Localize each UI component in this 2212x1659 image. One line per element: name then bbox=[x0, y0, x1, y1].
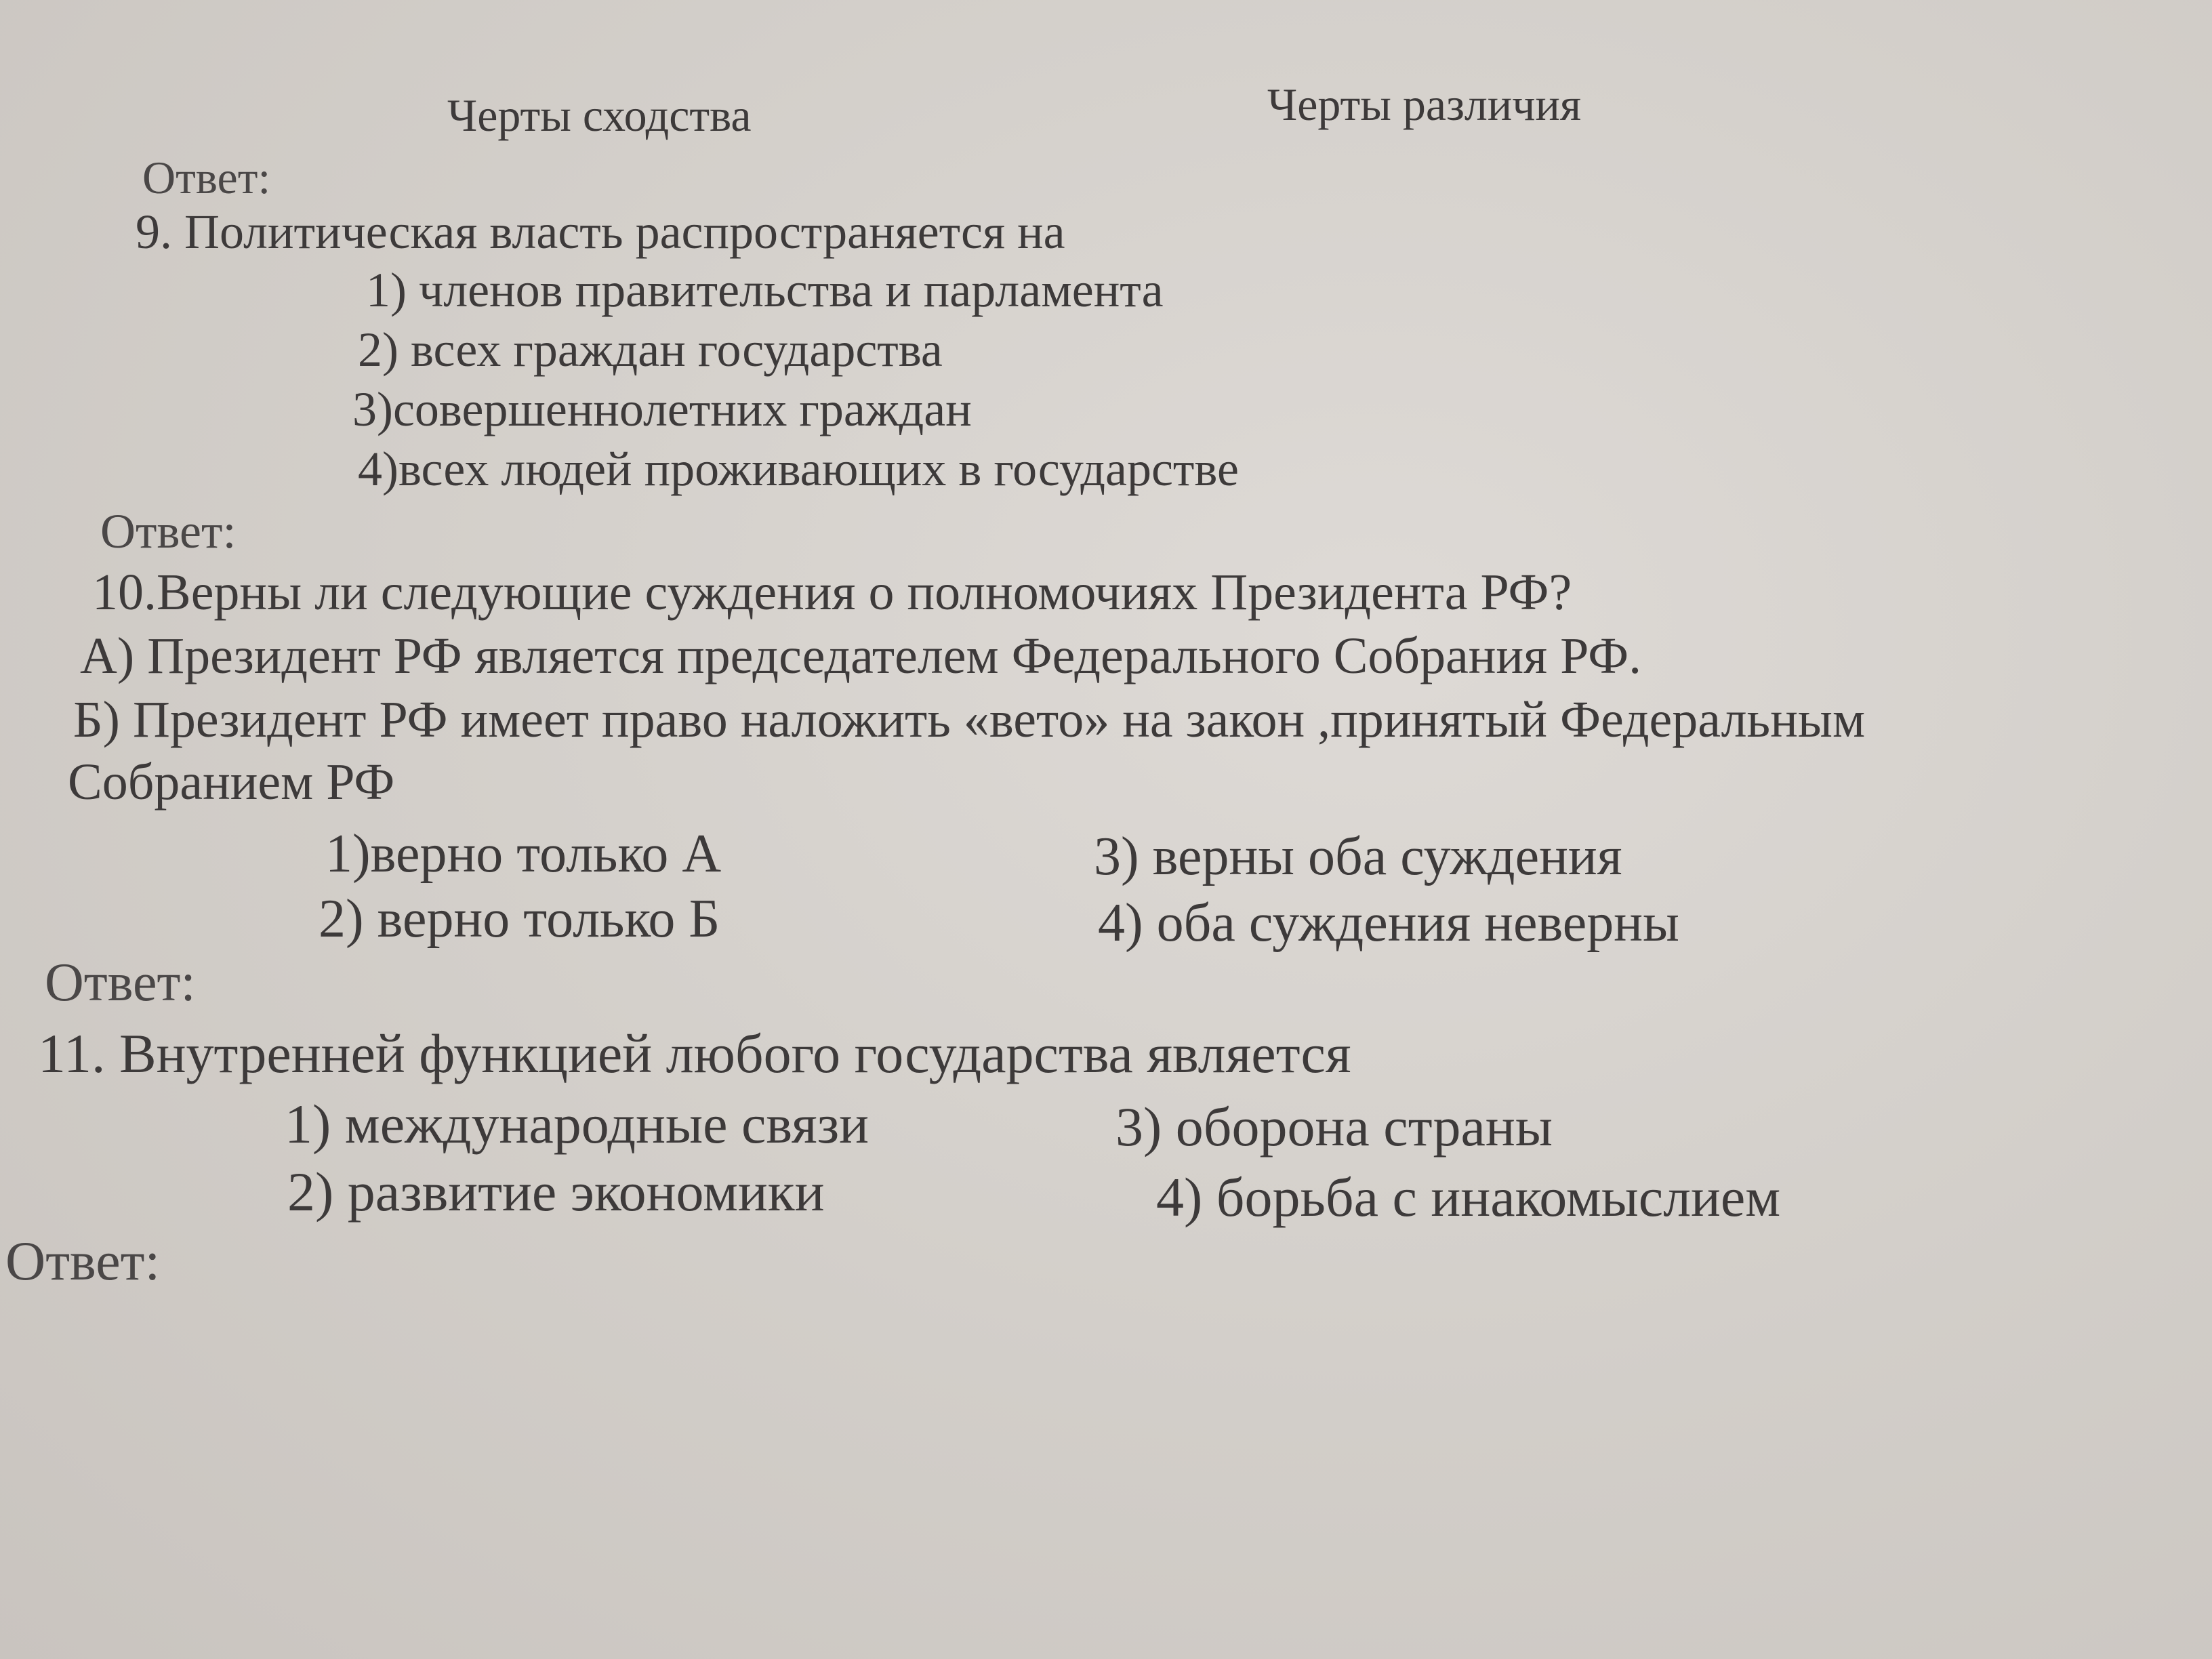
q11-option-3: 3) оборона страны bbox=[1115, 1096, 1553, 1158]
q10-option-1: 1)верно только А bbox=[325, 824, 722, 884]
question-11: 11. Внутренней функцией любого государства является bbox=[38, 1023, 1351, 1084]
q9-option-3: 3)совершеннолетних граждан bbox=[352, 382, 972, 436]
answer-label-10: Ответ: bbox=[45, 953, 196, 1012]
answer-label-11: Ответ: bbox=[5, 1230, 161, 1292]
q10-option-2: 2) верно только Б bbox=[319, 889, 720, 949]
q10-statement-b: Б) Президент РФ имеет право наложить «вето» на закон ,принятый Федеральным bbox=[73, 691, 1866, 748]
q10-statement-b-continued: Собранием РФ bbox=[68, 754, 395, 811]
q11-option-2: 2) развитие экономики bbox=[287, 1161, 825, 1223]
answer-label-8: Ответ: bbox=[142, 152, 271, 203]
q11-option-4: 4) борьба с инакомыслием bbox=[1156, 1166, 1781, 1228]
header-differences: Черты различия bbox=[1267, 79, 1582, 130]
q9-option-4: 4)всех людей проживающих в государстве bbox=[358, 442, 1239, 496]
question-9: 9. Политическая власть распространяется на bbox=[136, 205, 1065, 259]
q10-option-3: 3) верны оба суждения bbox=[1094, 827, 1622, 886]
q10-statement-a: А) Президент РФ является председателем Федерального Собрания РФ. bbox=[80, 628, 1642, 684]
header-similarities: Черты сходства bbox=[447, 89, 752, 141]
answer-label-9: Ответ: bbox=[100, 504, 237, 558]
q10-option-4: 4) оба суждения неверны bbox=[1098, 893, 1679, 953]
q9-option-2: 2) всех граждан государства bbox=[358, 323, 943, 377]
q11-option-1: 1) международные связи bbox=[285, 1093, 869, 1155]
question-10: 10.Верны ли следующие суждения о полномочиях Президента РФ? bbox=[92, 564, 1572, 621]
q9-option-1: 1) членов правительства и парламента bbox=[366, 263, 1164, 317]
